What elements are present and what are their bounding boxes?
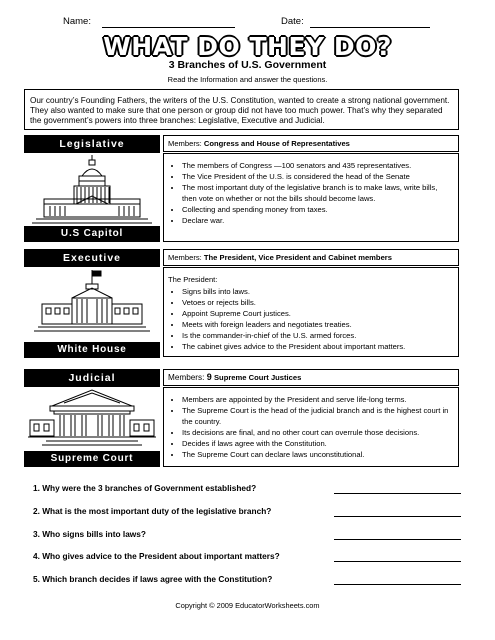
name-date-row xyxy=(0,14,495,28)
page-subtitle: 3 Branches of U.S. Government xyxy=(168,59,327,71)
instructions: Read the Information and answer the questions. xyxy=(167,75,328,84)
list-item: • Appoint Supreme Court justices. xyxy=(182,308,454,319)
list-item: • The most important duty of the legislative branch is to make laws, write bills, then vote on whether or not the bills should become laws. xyxy=(182,182,454,204)
judicial-details xyxy=(163,387,459,467)
legislative-members xyxy=(163,135,459,152)
question-5: 5. Which branch decides if laws agree with the Constitution? xyxy=(33,574,273,584)
answer-line-3[interactable] xyxy=(334,539,461,540)
list-item: • The cabinet gives advice to the President about important matters. xyxy=(182,341,454,352)
answer-line-5[interactable] xyxy=(334,584,461,585)
date-label: Date: xyxy=(281,16,304,27)
executive-details xyxy=(163,267,459,357)
members-value: Congress and House of Representatives xyxy=(203,139,350,148)
date-field[interactable] xyxy=(310,27,430,28)
list-item: • Members are appointed by the President and serve life-long terms. xyxy=(182,394,454,405)
list-item: • Vetoes or rejects bills. xyxy=(182,297,454,308)
supreme-court-image xyxy=(24,388,160,451)
capitol-icon xyxy=(24,154,160,226)
answer-line-2[interactable] xyxy=(334,516,461,517)
question-2: 2. What is the most important duty of the legislative branch? xyxy=(33,506,272,516)
page-title: WHAT DO THEY DO? xyxy=(103,32,392,61)
executive-members xyxy=(163,249,459,266)
members-value: Supreme Court Justices xyxy=(213,373,302,382)
answer-line-4[interactable] xyxy=(334,561,461,562)
members-label: Members: xyxy=(168,373,205,382)
list-item: • Signs bills into laws. xyxy=(182,286,454,297)
copyright: Copyright © 2009 EducatorWorksheets.com xyxy=(175,601,320,610)
list-item: • Decides if laws agree with the Constitution. xyxy=(182,438,454,449)
question-1: 1. Why were the 3 branches of Government established? xyxy=(33,483,257,493)
courthouse-icon xyxy=(24,388,160,451)
intro-paragraph: Our country’s Founding Fathers, the writers of the U.S. Constitution, wanted to create a strong national government. They also wanted to make sure that one person or group did not have too much power. That’s why they separated the government’s powers into three branches: Legislative, Executive and Judicial. xyxy=(24,89,459,130)
list-item: • Meets with foreign leaders and negotiates treaties. xyxy=(182,319,454,330)
white-house-icon xyxy=(24,268,160,342)
president-lead: The President: xyxy=(168,275,218,284)
executive-caption: White House xyxy=(24,342,160,358)
list-item: • The Supreme Court is the head of the judicial branch and is the highest court in the country. xyxy=(182,405,454,427)
members-value: The President, Vice President and Cabinet members xyxy=(203,253,392,262)
question-3: 3. Who signs bills into laws? xyxy=(33,529,146,539)
list-item: • Its decisions are final, and no other court can overrule those decisions. xyxy=(182,427,454,438)
judicial-caption: Supreme Court xyxy=(24,451,160,467)
list-item: • The members of Congress —100 senators and 435 representatives. xyxy=(182,160,454,171)
name-field[interactable] xyxy=(102,27,235,28)
legislative-details xyxy=(163,153,459,242)
members-number: 9 xyxy=(206,372,212,382)
capitol-building-image xyxy=(24,154,160,226)
list-item: • The Supreme Court can declare laws unconstitutional. xyxy=(182,449,454,460)
question-4: 4. Who gives advice to the President about important matters? xyxy=(33,551,280,561)
list-item: • Collecting and spending money from taxes. xyxy=(182,204,454,215)
judicial-members xyxy=(163,369,459,386)
list-item: • Declare war. xyxy=(182,215,454,226)
legislative-caption: U.S Capitol xyxy=(24,226,160,242)
list-item: • The Vice President of the U.S. is considered the head of the Senate xyxy=(182,171,454,182)
judicial-header: Judicial xyxy=(24,369,160,387)
name-label: Name: xyxy=(63,16,91,27)
members-label: Members: xyxy=(168,139,202,148)
members-label: Members: xyxy=(168,253,202,262)
answer-line-1[interactable] xyxy=(334,493,461,494)
white-house-image xyxy=(24,268,160,342)
executive-header: Executive xyxy=(24,249,160,267)
legislative-header: Legislative xyxy=(24,135,160,153)
list-item: • Is the commander-in-chief of the U.S. armed forces. xyxy=(182,330,454,341)
